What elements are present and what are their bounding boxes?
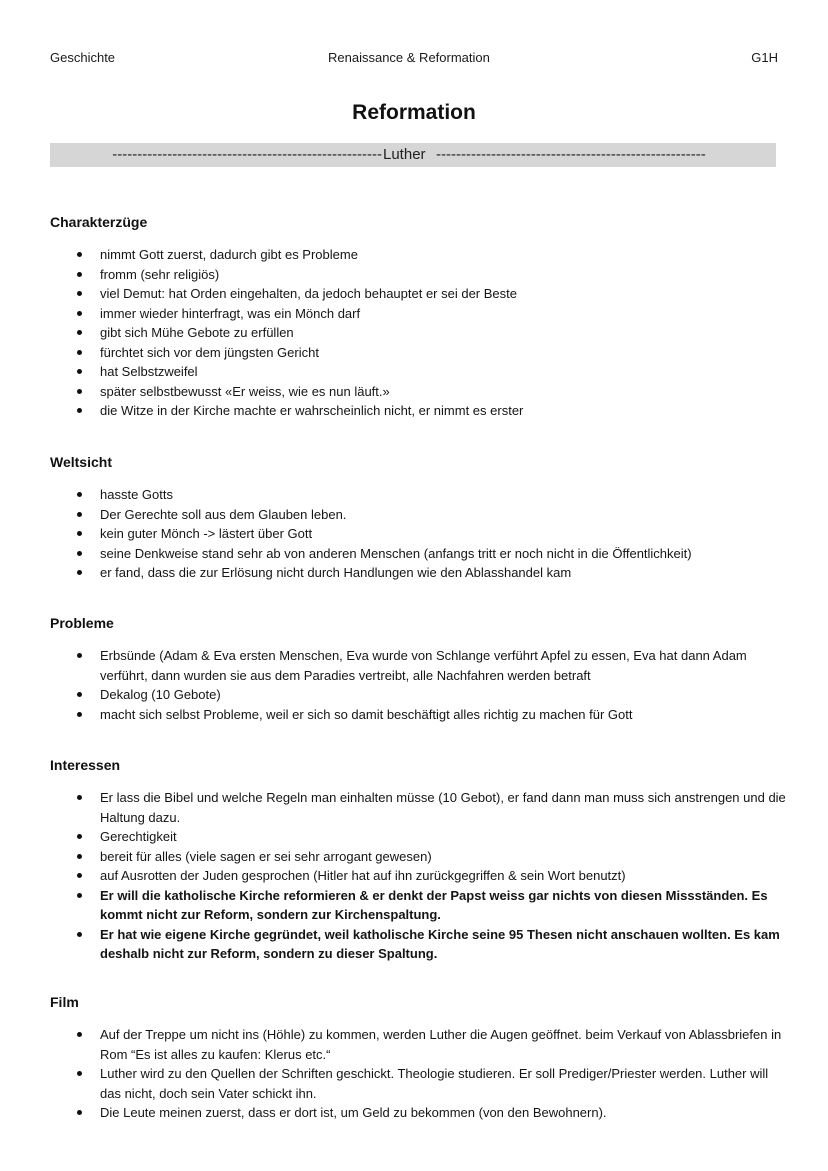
list-item-bold: Er hat wie eigene Kirche gegründet, weil katholische Kirche seine 95 Thesen nicht anschauen wollten. Es kam deshalb nicht zur Reform, sondern zu dieser Spaltung.	[50, 925, 790, 964]
section-heading: Probleme	[50, 615, 114, 631]
list-item: fürchtet sich vor dem jüngsten Gericht	[50, 343, 790, 363]
list-item: Erbsünde (Adam & Eva ersten Menschen, Eva wurde von Schlange verführt Apfel zu essen, Eva hat dann Adam verführt, dann wurden sie aus dem Paradies vertreibt, alle Nachfahren werden betraft	[50, 646, 790, 685]
section-probleme	[50, 613, 790, 724]
list-item: fromm (sehr religiös)	[50, 265, 790, 285]
list-item: Gerechtigkeit	[50, 827, 790, 847]
section-heading: Film	[50, 994, 79, 1010]
list-item: nimmt Gott zuerst, dadurch gibt es Probleme	[50, 245, 790, 265]
list-item: bereit für alles (viele sagen er sei sehr arrogant gewesen)	[50, 847, 790, 867]
list-item: auf Ausrotten der Juden gesprochen (Hitler hat auf ihn zurückgegriffen & sein Wort benutzt)	[50, 866, 790, 886]
list-item-bold: Er will die katholische Kirche reformieren & er denkt der Papst weiss gar nichts von diesen Missständen. Es kommt nicht zur Reform, sondern zur Kirchenspaltung.	[50, 886, 790, 925]
list-item: kein guter Mönch -> lästert über Gott	[50, 524, 790, 544]
band-label: Luther	[383, 146, 426, 163]
list-item: viel Demut: hat Orden eingehalten, da jedoch behauptet er sei der Beste	[50, 284, 790, 304]
header-topic: Renaissance & Reformation	[328, 50, 490, 65]
list-item: Der Gerechte soll aus dem Glauben leben.	[50, 505, 790, 525]
page-header	[50, 50, 778, 68]
list-item: hasste Gotts	[50, 485, 790, 505]
bullet-list	[50, 788, 790, 964]
bullet-list	[50, 245, 790, 421]
section-heading: Charakterzüge	[50, 214, 148, 230]
bullet-list	[50, 646, 790, 724]
section-weltsicht	[50, 452, 790, 583]
band-dashes-right: ------------------------------------------------------	[436, 146, 706, 163]
list-item: die Witze in der Kirche machte er wahrscheinlich nicht, er nimmt es erster	[50, 401, 790, 421]
band-dashes-left: ------------------------------------------------------	[112, 146, 382, 163]
list-item: er fand, dass die zur Erlösung nicht durch Handlungen wie den Ablasshandel kam	[50, 563, 790, 583]
section-band-luther	[50, 143, 776, 167]
list-item: Er lass die Bibel und welche Regeln man einhalten müsse (10 Gebot), er fand dann man muss sich anstrengen und die Haltung dazu.	[50, 788, 790, 827]
header-class: G1H	[751, 50, 778, 65]
list-item: seine Denkweise stand sehr ab von anderen Menschen (anfangs tritt er noch nicht in die Öffentlichkeit)	[50, 544, 790, 564]
section-charakterzuege	[50, 212, 790, 421]
list-item: hat Selbstzweifel	[50, 362, 790, 382]
bullet-list	[50, 485, 790, 583]
section-film	[50, 992, 790, 1123]
section-interessen	[50, 755, 790, 964]
section-heading: Weltsicht	[50, 454, 112, 470]
list-item: immer wieder hinterfragt, was ein Mönch darf	[50, 304, 790, 324]
document-title: Reformation	[352, 101, 476, 124]
list-item: Luther wird zu den Quellen der Schriften geschickt. Theologie studieren. Er soll Prediger/Priester werden. Luther will das nicht, doch sein Vater schickt ihn.	[50, 1064, 790, 1103]
list-item: macht sich selbst Probleme, weil er sich so damit beschäftigt alles richtig zu machen für Gott	[50, 705, 790, 725]
header-subject: Geschichte	[50, 50, 116, 65]
list-item: später selbstbewusst «Er weiss, wie es nun läuft.»	[50, 382, 790, 402]
list-item: Die Leute meinen zuerst, dass er dort ist, um Geld zu bekommen (von den Bewohnern).	[50, 1103, 790, 1123]
list-item: Auf der Treppe um nicht ins (Höhle) zu kommen, werden Luther die Augen geöffnet. beim Verkauf von Ablassbriefen in Rom “Es ist alles zu kaufen: Klerus etc.“	[50, 1025, 790, 1064]
list-item: gibt sich Mühe Gebote zu erfüllen	[50, 323, 790, 343]
bullet-list	[50, 1025, 790, 1123]
section-heading: Interessen	[50, 757, 121, 773]
list-item: Dekalog (10 Gebote)	[50, 685, 790, 705]
